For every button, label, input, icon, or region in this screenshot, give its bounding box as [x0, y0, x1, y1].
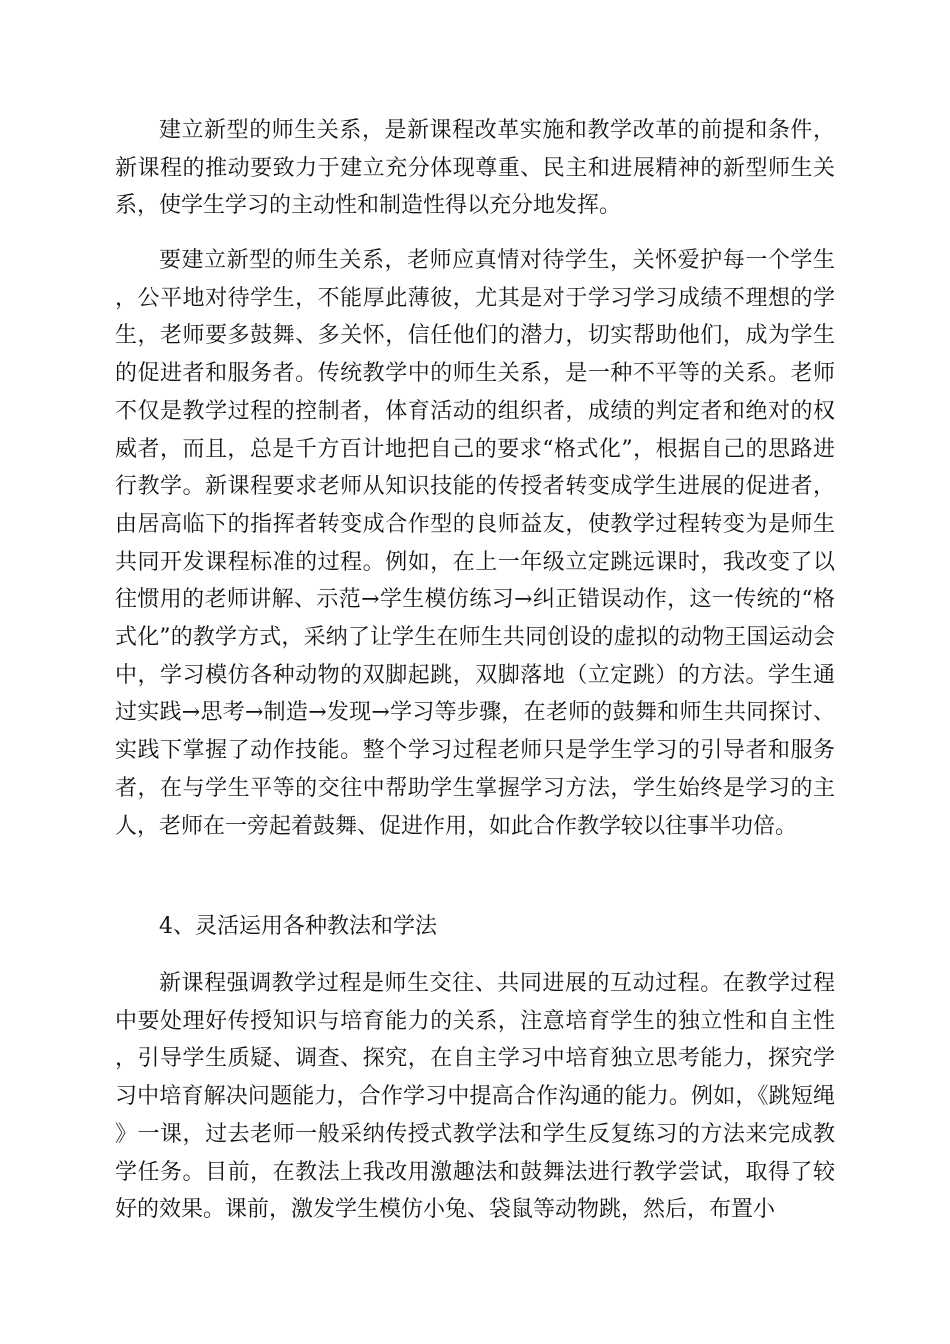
document-page — [115, 0, 835, 1344]
section-heading-teaching-methods: 4、灵活运用各种教法和学法 — [159, 914, 437, 939]
paragraph-building-new-relationship: 要建立新型的师生关系，老师应真情对待学生，关怀爱护每一个学生，公平地对待学生，不能厚此薄彼，尤其是对于学习学习成绩不理想的学生，老师要多鼓舞、多关怀，信任他们的潜力，切实帮助他们，成为学生的促进者和服务者。传统教学中的师生关系，是一种不平等的关系。老师不仅是教学过程的控制者，体育活动的组织者，成绩的判定者和绝对的权威者，而且，总是千方百计地把自己的要求“格式化”，根据自己的思路进行教学。新课程要求老师从知识技能的传授者转变成学生进展的促进者，由居高临下的指挥者转变成合作型的良师益友，使教学过程转变为是师生共同开发课程标准的过程。例如，在上一年级立定跳远课时，我改变了以往惯用的老师讲解、示范→学生模仿练习→纠正错误动作，这一传统的“格式化”的教学方式，采纳了让学生在师生共同创设的虚拟的动物王国运动会中，学习模仿各种动物的双脚起跳，双脚落地（立定跳）的方法。学生通过实践→思考→制造→发现→学习等步骤，在老师的鼓舞和师生共同探讨、实践下掌握了动作技能。整个学习过程老师只是学生学习的引导者和服务者，在与学生平等的交往中帮助学生掌握学习方法，学生始终是学习的主人，老师在一旁起着鼓舞、促进作用，如此合作教学较以往事半功倍。 — [115, 248, 835, 839]
paragraph-new-curriculum-process: 新课程强调教学过程是师生交往、共同进展的互动过程。在教学过程中要处理好传授知识与培育能力的关系，注意培育学生的独立性和自主性，引导学生质疑、调查、探究，在自主学习中培育独立思考能力，探究学习中培育解决问题能力，合作学习中提高合作沟通的能力。例如，《跳短绳》一课，过去老师一般采纳传授式教学法和学生反复练习的方法来完成教学任务。目前，在教法上我改用激趣法和鼓舞法进行教学尝试，取得了较好的效果。课前，激发学生模仿小兔、袋鼠等动物跳，然后，布置小 — [115, 971, 835, 1223]
paragraph-teacher-student-relationship: 建立新型的师生关系，是新课程改革实施和教学改革的前提和条件，新课程的推动要致力于建立充分体现尊重、民主和进展精神的新型师生关系，使学生学习的主动性和制造性得以充分地发挥。 — [115, 118, 835, 219]
